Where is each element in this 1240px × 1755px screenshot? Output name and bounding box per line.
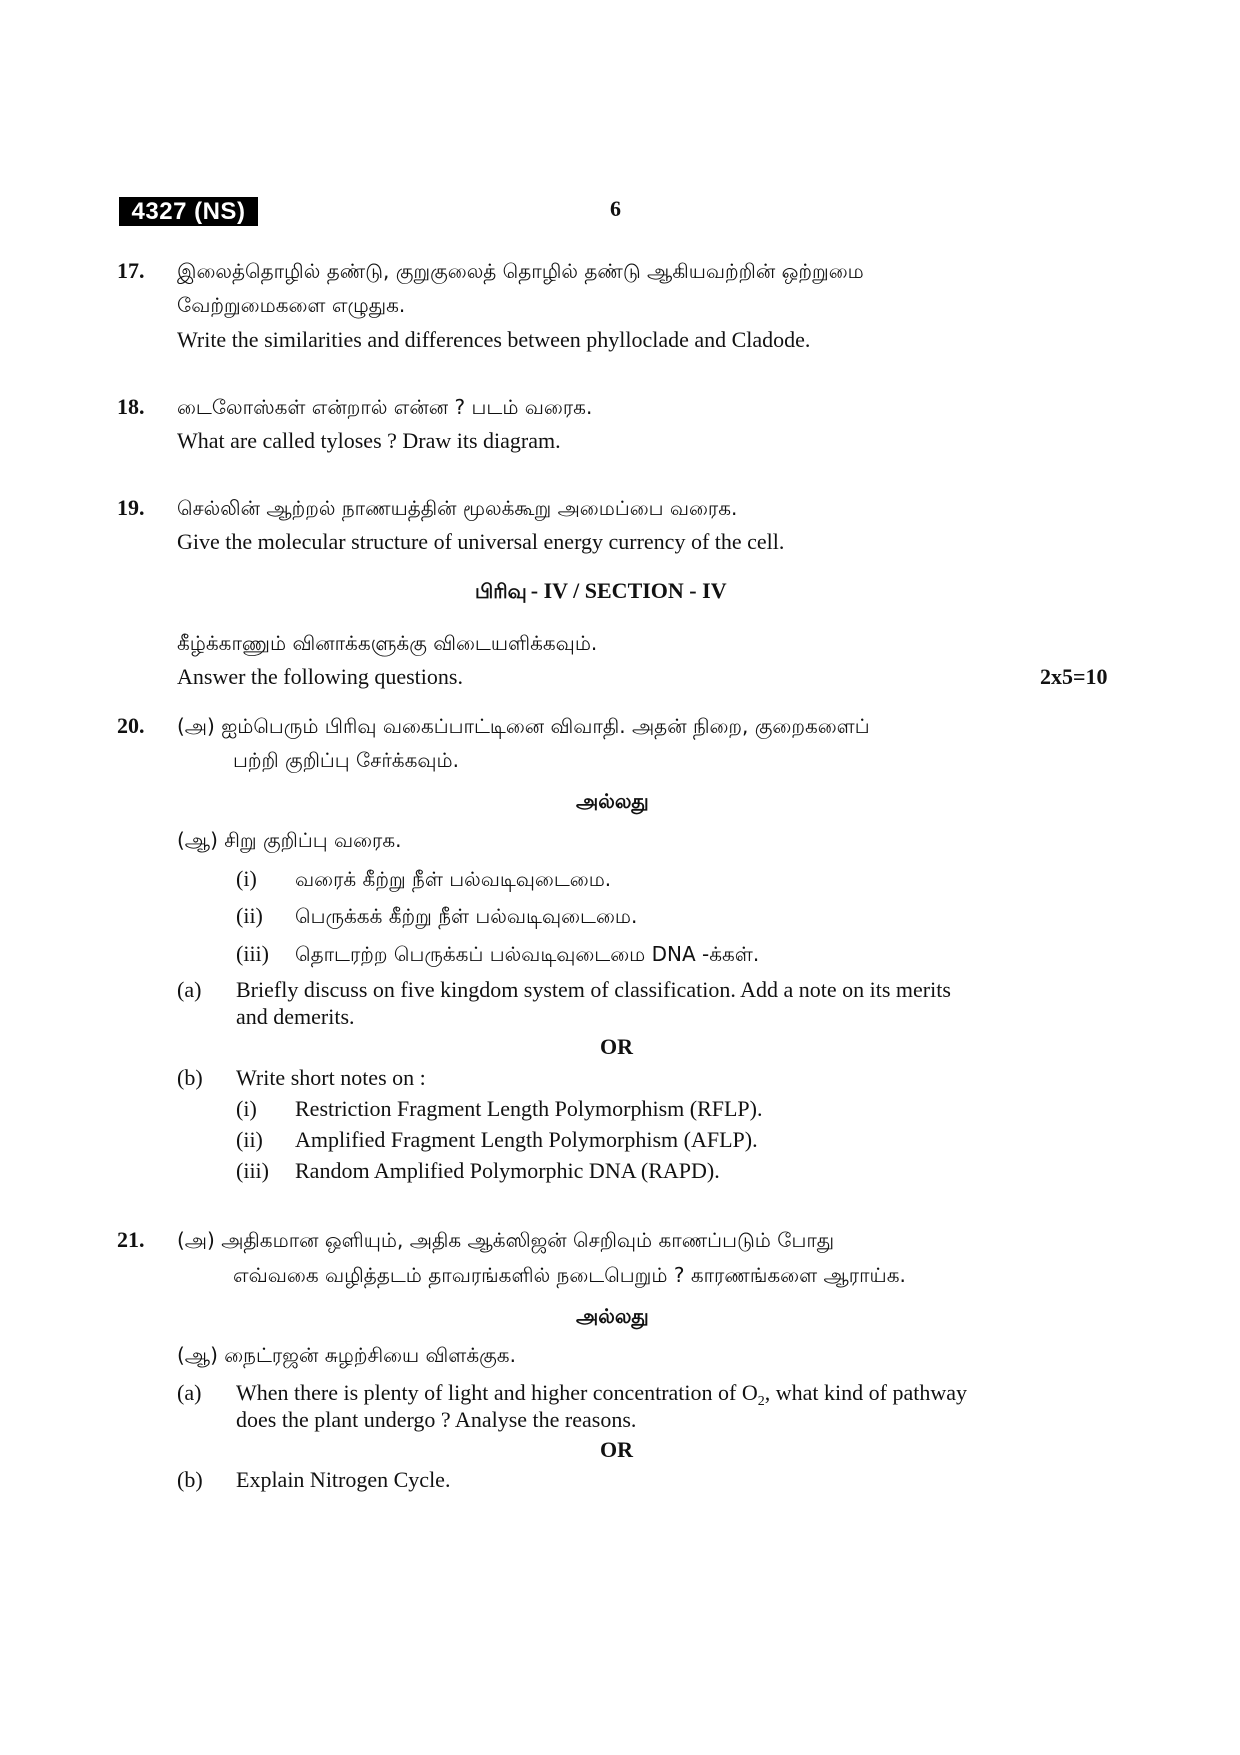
q20-b-english-item-label: (ii) xyxy=(236,1127,263,1152)
q21-or-english: OR xyxy=(600,1437,633,1462)
section-heading xyxy=(475,578,727,606)
q17-tamil-line2: வேற்றுமைகளை எழுதுக. xyxy=(177,293,406,317)
q21-a-english-line1-pre: When there is plenty of light and higher concentration of O xyxy=(236,1380,758,1405)
q20-or-english: OR xyxy=(600,1034,633,1059)
q21-a-tamil-line1: (அ) அதிகமான ஒளியும், அதிக ஆக்ஸிஜன் செறிவும் காணப்படும் போது xyxy=(177,1228,835,1252)
q20-b-tamil-item-label: (i) xyxy=(236,866,257,891)
question-number-19: 19. xyxy=(117,495,145,520)
q19-tamil: செல்லின் ஆற்றல் நாணயத்தின் மூலக்கூறு அமைப்பை வரைக. xyxy=(177,496,738,520)
q20-b-tamil-item-label: (iii) xyxy=(236,941,269,966)
q20-b-english-item-label: (iii) xyxy=(236,1158,269,1183)
section-marks: 2x5=10 xyxy=(1040,664,1108,689)
q21-or-tamil: அல்லது xyxy=(576,1304,649,1328)
oxygen-subscript: 2 xyxy=(757,1394,765,1409)
question-number-17: 17. xyxy=(117,258,145,283)
q21-a-label: (a) xyxy=(177,1380,202,1405)
q20-b-tamil-item: தொடரற்ற பெருக்கப் பல்வடிவுடைமை DNA -க்கள். xyxy=(295,942,760,966)
q18-english: What are called tyloses ? Draw its diagram. xyxy=(177,428,561,453)
q20-a-tamil-line1: (அ) ஐம்பெரும் பிரிவு வகைப்பாட்டினை விவாதி. அதன் நிறை, குறைகளைப் xyxy=(177,714,870,738)
question-number-20: 20. xyxy=(117,713,145,738)
q21-b-english: Explain Nitrogen Cycle. xyxy=(236,1467,451,1492)
q20-b-label: (b) xyxy=(177,1065,203,1090)
paper-code-badge: 4327 (NS) xyxy=(119,197,258,226)
section-heading-tamil: பிரிவு xyxy=(475,579,527,603)
section-instruction-tamil: கீழ்க்காணும் வினாக்களுக்கு விடையளிக்கவும். xyxy=(177,631,598,655)
q20-a-tamil-line2: பற்றி குறிப்பு சேர்க்கவும். xyxy=(233,748,459,772)
q20-a-label: (a) xyxy=(177,977,202,1002)
q21-a-english-line2: does the plant undergo ? Analyse the reasons. xyxy=(236,1407,637,1432)
question-number-21: 21. xyxy=(117,1227,145,1252)
q20-b-tamil-item-label: (ii) xyxy=(236,903,263,928)
q20-b-english: Write short notes on : xyxy=(236,1065,426,1090)
section-heading-english: - IV / SECTION - IV xyxy=(530,578,727,603)
q21-b-label: (b) xyxy=(177,1467,203,1492)
q20-b-english-item-label: (i) xyxy=(236,1096,257,1121)
q20-b-english-item: Random Amplified Polymorphic DNA (RAPD). xyxy=(295,1158,720,1183)
section-instruction-english: Answer the following questions. xyxy=(177,664,463,689)
q20-a-english-line1: Briefly discuss on five kingdom system of classification. Add a note on its merits xyxy=(236,977,951,1002)
page-number: 6 xyxy=(610,196,621,221)
q20-b-tamil-item: பெருக்கக் கீற்று நீள் பல்வடிவுடைமை. xyxy=(295,904,638,928)
q19-english: Give the molecular structure of universal energy currency of the cell. xyxy=(177,529,785,554)
q21-a-tamil-line2: எவ்வகை வழித்தடம் தாவரங்களில் நடைபெறும் ? காரணங்களை ஆராய்க. xyxy=(233,1263,906,1287)
q20-b-tamil-item: வரைக் கீற்று நீள் பல்வடிவுடைமை. xyxy=(295,867,612,891)
q20-b-english-item: Amplified Fragment Length Polymorphism (AFLP). xyxy=(295,1127,758,1152)
q17-english: Write the similarities and differences between phylloclade and Cladode. xyxy=(177,327,811,352)
q20-b-english-item: Restriction Fragment Length Polymorphism (RFLP). xyxy=(295,1096,763,1121)
q21-a-english-line1 xyxy=(236,1380,967,1409)
q21-a-english-line1-post: , what kind of pathway xyxy=(764,1380,967,1405)
q18-tamil: டைலோஸ்கள் என்றால் என்ன ? படம் வரைக. xyxy=(177,395,593,419)
q17-tamil-line1: இலைத்தொழில் தண்டு, குறுகுலைத் தொழில் தண்டு ஆகியவற்றின் ஒற்றுமை xyxy=(177,259,864,283)
q20-or-tamil: அல்லது xyxy=(576,789,649,813)
q21-b-tamil: (ஆ) நைட்ரஜன் சுழற்சியை விளக்குக. xyxy=(177,1343,516,1367)
q20-b-tamil: (ஆ) சிறு குறிப்பு வரைக. xyxy=(177,828,402,852)
q20-a-english-line2: and demerits. xyxy=(236,1004,355,1029)
question-number-18: 18. xyxy=(117,394,145,419)
